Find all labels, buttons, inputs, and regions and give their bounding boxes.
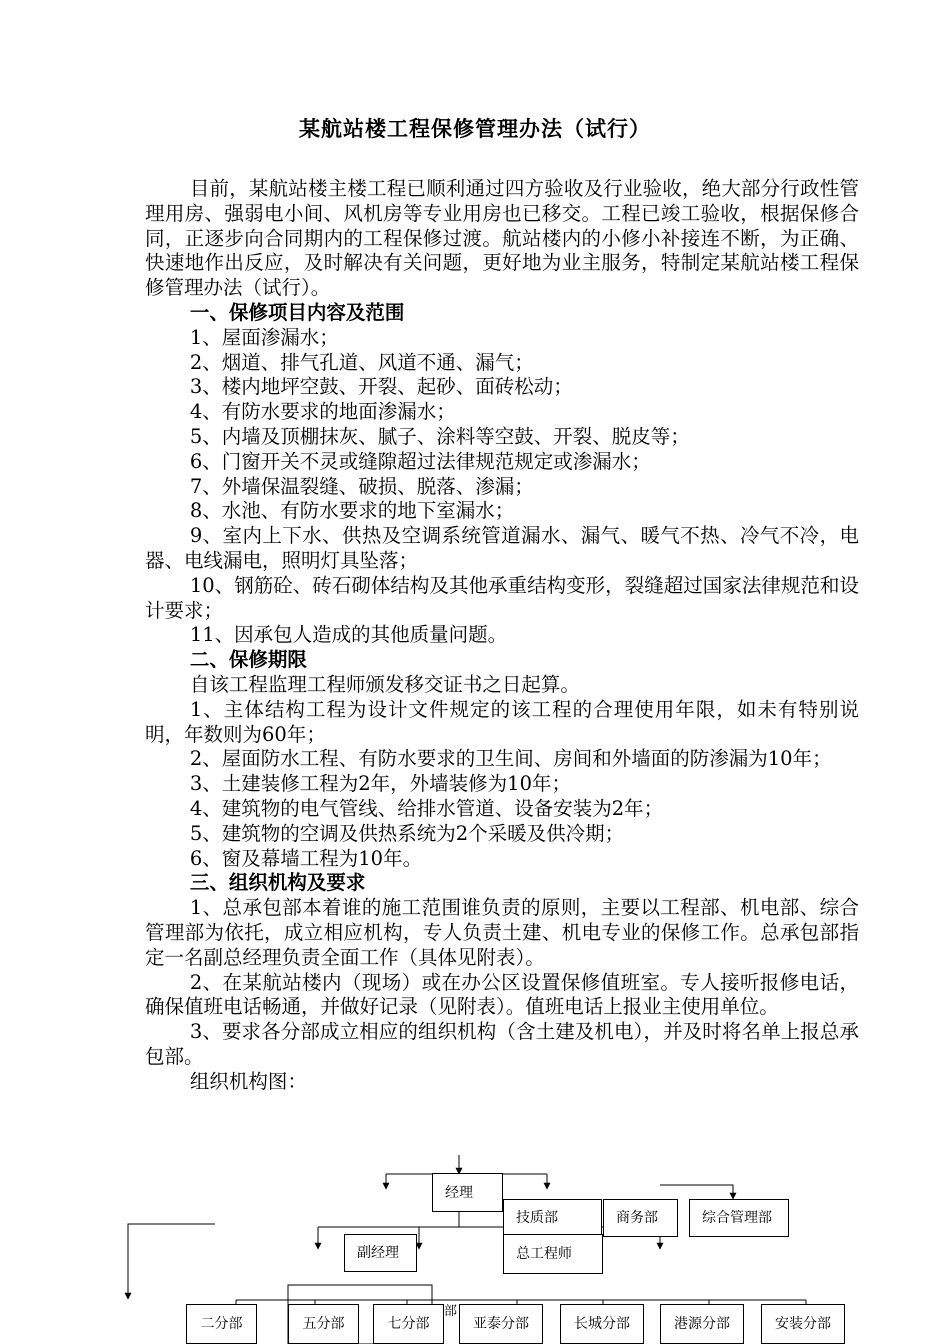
paragraph: 11、因承包人造成的其他质量问题。 — [189, 623, 508, 647]
paragraph: 3、楼内地坪空鼓、开裂、起砂、面砖松动； — [189, 375, 573, 399]
paragraph: 2、在某航站楼内（现场）或在办公区设置保修值班室。专人接听报修电话，确保值班电话畅通，并做好记录（见附表）。值班电话上报业主使用单位。 — [145, 970, 859, 1019]
paragraph: 8、水池、有防水要求的地下室漏水； — [189, 499, 515, 523]
paragraph: 10、钢筋砼、砖石砌体结构及其他承重结构变形，裂缝超过国家法律规范和设计要求； — [145, 573, 859, 622]
paragraph: 7、外墙保温裂缝、破损、脱落、渗漏； — [189, 474, 534, 498]
org-node-division-changcheng: 长城分部 — [560, 1304, 644, 1344]
paragraph: 1、总承包部本着谁的施工范围谁负责的原则，主要以工程部、机电部、综合管理部为依托，成立相应机构，专人负责土建、机电专业的保修工作。总承包部指定一名副总经理负责全面工作（具体见附表）。 — [145, 896, 859, 969]
org-node-division-7: 七分部 — [373, 1304, 444, 1344]
paragraph: 1、主体结构工程为设计文件规定的该工程的合理使用年限，如未有特别说明，年数则为60年； — [145, 697, 859, 746]
org-node-deputy-manager: 副经理 — [344, 1234, 417, 1272]
paragraph: 3、要求各分部成立相应的组织机构（含土建及机电），并及时将名单上报总承包部。 — [145, 1020, 859, 1068]
org-node-division-yatai: 亚泰分部 — [459, 1304, 543, 1344]
paragraph: 5、内墙及顶棚抹灰、腻子、涂料等空鼓、开裂、脱皮等； — [189, 424, 690, 448]
org-text-fragment: 部 — [444, 1304, 458, 1319]
org-node-chief-engineer: 总工程师 — [503, 1234, 603, 1274]
paragraph: 自该工程监理工程师颁发移交证书之日起算。 — [189, 672, 580, 696]
org-node-quality-dept: 技质部 — [503, 1199, 602, 1237]
paragraph: 4、有防水要求的地面渗漏水； — [189, 400, 456, 424]
section-heading: 二、保修期限 — [189, 648, 307, 672]
paragraph: 3、土建装修工程为2年，外墙装修为10年； — [189, 772, 571, 796]
paragraph: 1、屋面渗漏水； — [189, 325, 339, 349]
paragraph: 4、建筑物的电气管线、给排水管道、设备安装为2年； — [189, 796, 664, 820]
paragraph: 2、烟道、排气孔道、风道不通、漏气； — [189, 350, 534, 374]
paragraph: 6、门窗开关不灵或缝隙超过法律规范规定或渗漏水； — [189, 449, 651, 473]
org-node-manager: 经理 — [432, 1173, 503, 1212]
document-title: 某航站楼工程保修管理办法（试行） — [299, 116, 651, 141]
paragraph: 组织机构图： — [189, 1069, 307, 1093]
org-chart — [0, 1155, 950, 1344]
org-node-division-install: 安装分部 — [761, 1304, 845, 1344]
document-body — [145, 177, 859, 1094]
paragraph: 6、窗及幕墙工程为10年。 — [189, 846, 423, 870]
paragraph: 目前，某航站楼主楼工程已顺利通过四方验收及行业验收，绝大部分行政性管理用房、强弱电小间、风机房等专业用房也已移交。工程已竣工验收，根据保修合同，正逐步向合同期内的工程保修过渡。航站楼内的小修小补接连不断，为正确、快速地作出反应，及时解决有关问题，更好地为业主服务，特制定某航站楼工程保修管理办法（试行）。 — [145, 177, 859, 300]
section-heading: 三、组织机构及要求 — [189, 871, 366, 895]
org-node-business-dept: 商务部 — [603, 1199, 678, 1237]
org-node-division-gangyuan: 港源分部 — [660, 1304, 744, 1344]
section-heading: 一、保修项目内容及范围 — [189, 300, 405, 324]
org-node-division-5: 五分部 — [288, 1304, 359, 1344]
paragraph: 2、屋面防水工程、有防水要求的卫生间、房间和外墙面的防渗漏为10年； — [189, 747, 832, 771]
org-node-admin-dept: 综合管理部 — [689, 1199, 789, 1237]
org-node-division-2: 二分部 — [186, 1304, 257, 1344]
paragraph: 5、建筑物的空调及供热系统为2个采暖及供冷期； — [189, 821, 625, 845]
paragraph: 9、室内上下水、供热及空调系统管道漏水、漏气、暖气不热、冷气不冷，电器、电线漏电，照明灯具坠落； — [145, 524, 859, 572]
